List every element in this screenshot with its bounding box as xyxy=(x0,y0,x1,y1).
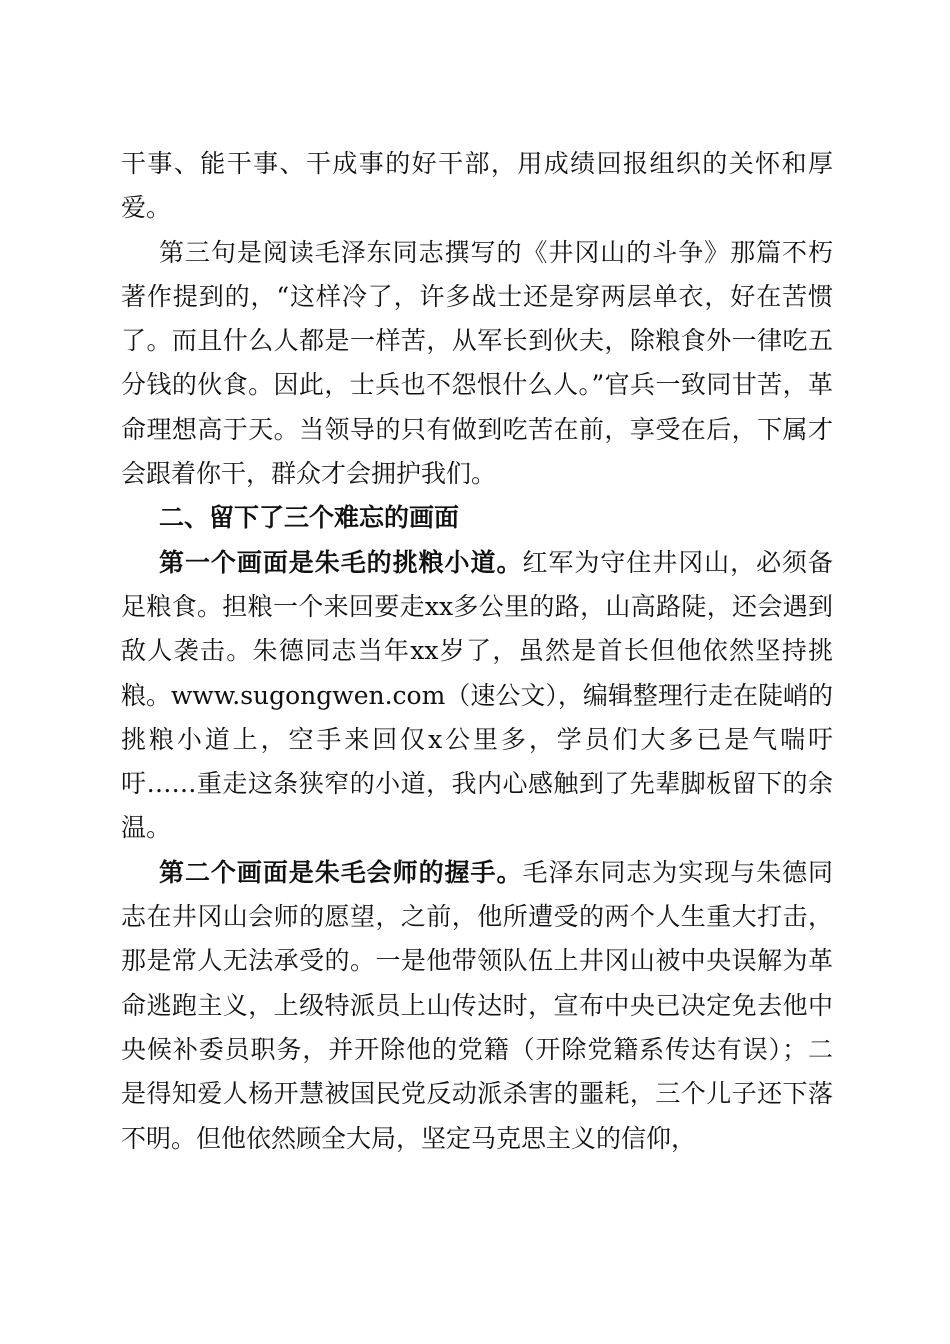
paragraph-first-scene xyxy=(121,541,833,851)
paragraph-third-sentence: 第三句是阅读毛泽东同志撰写的《井冈山的斗争》那篇不朽著作提到的，“这样冷了，许多战士还是穿两层单衣，好在苦惯了。而且什么人都是一样苦，从军长到伙夫，除粮食外一律吃五分钱的伙食。因此，士兵也不怨恨什么人。”官兵一致同甘苦，革命理想高于天。当领导的只有做到吃苦在前，享受在后，下属才会跟着你干，群众才会拥护我们。 xyxy=(121,237,833,489)
first-scene-body: 红军为守住井冈山，必须备足粮食。担粮一个来回要走xx多公里的路，山高路陡，还会遇到敌人袭击。朱德同志当年xx岁了，虽然是首长但他依然坚持挑粮。www.sugongwen.com（速公文），编辑整理行走在陡峭的挑粮小道上，空手来回仅x公里多，学员们大多已是气喘吁吁……重走这条狭窄的小道，我内心感触到了先辈脚板留下的余温。 xyxy=(121,547,833,843)
paragraph-continuation: 干事、能干事、干成事的好干部，用成绩回报组织的关怀和厚爱。 xyxy=(121,149,833,223)
second-scene-body: 毛泽东同志为实现与朱德同志在井冈山会师的愿望，之前，他所遭受的两个人生重大打击，那是常人无法承受的。一是他带领队伍上井冈山被中央误解为革命逃跑主义，上级特派员上山传达时，宣布中央已决定免去他中央候补委员职务，并开除他的党籍（开除党籍系传达有误）；二是得知爱人杨开慧被国民党反动派杀害的噩耗，三个儿子还下落不明。但他依然顾全大局，坚定马克思主义的信仰， xyxy=(121,857,833,1153)
document-body xyxy=(121,142,833,1161)
second-scene-lead: 第二个画面是朱毛会师的握手。 xyxy=(159,857,523,887)
first-scene-lead: 第一个画面是朱毛的挑粮小道。 xyxy=(159,547,523,577)
section-heading-two: 二、留下了三个难忘的画面 xyxy=(159,503,460,533)
paragraph-second-scene xyxy=(121,851,833,1161)
